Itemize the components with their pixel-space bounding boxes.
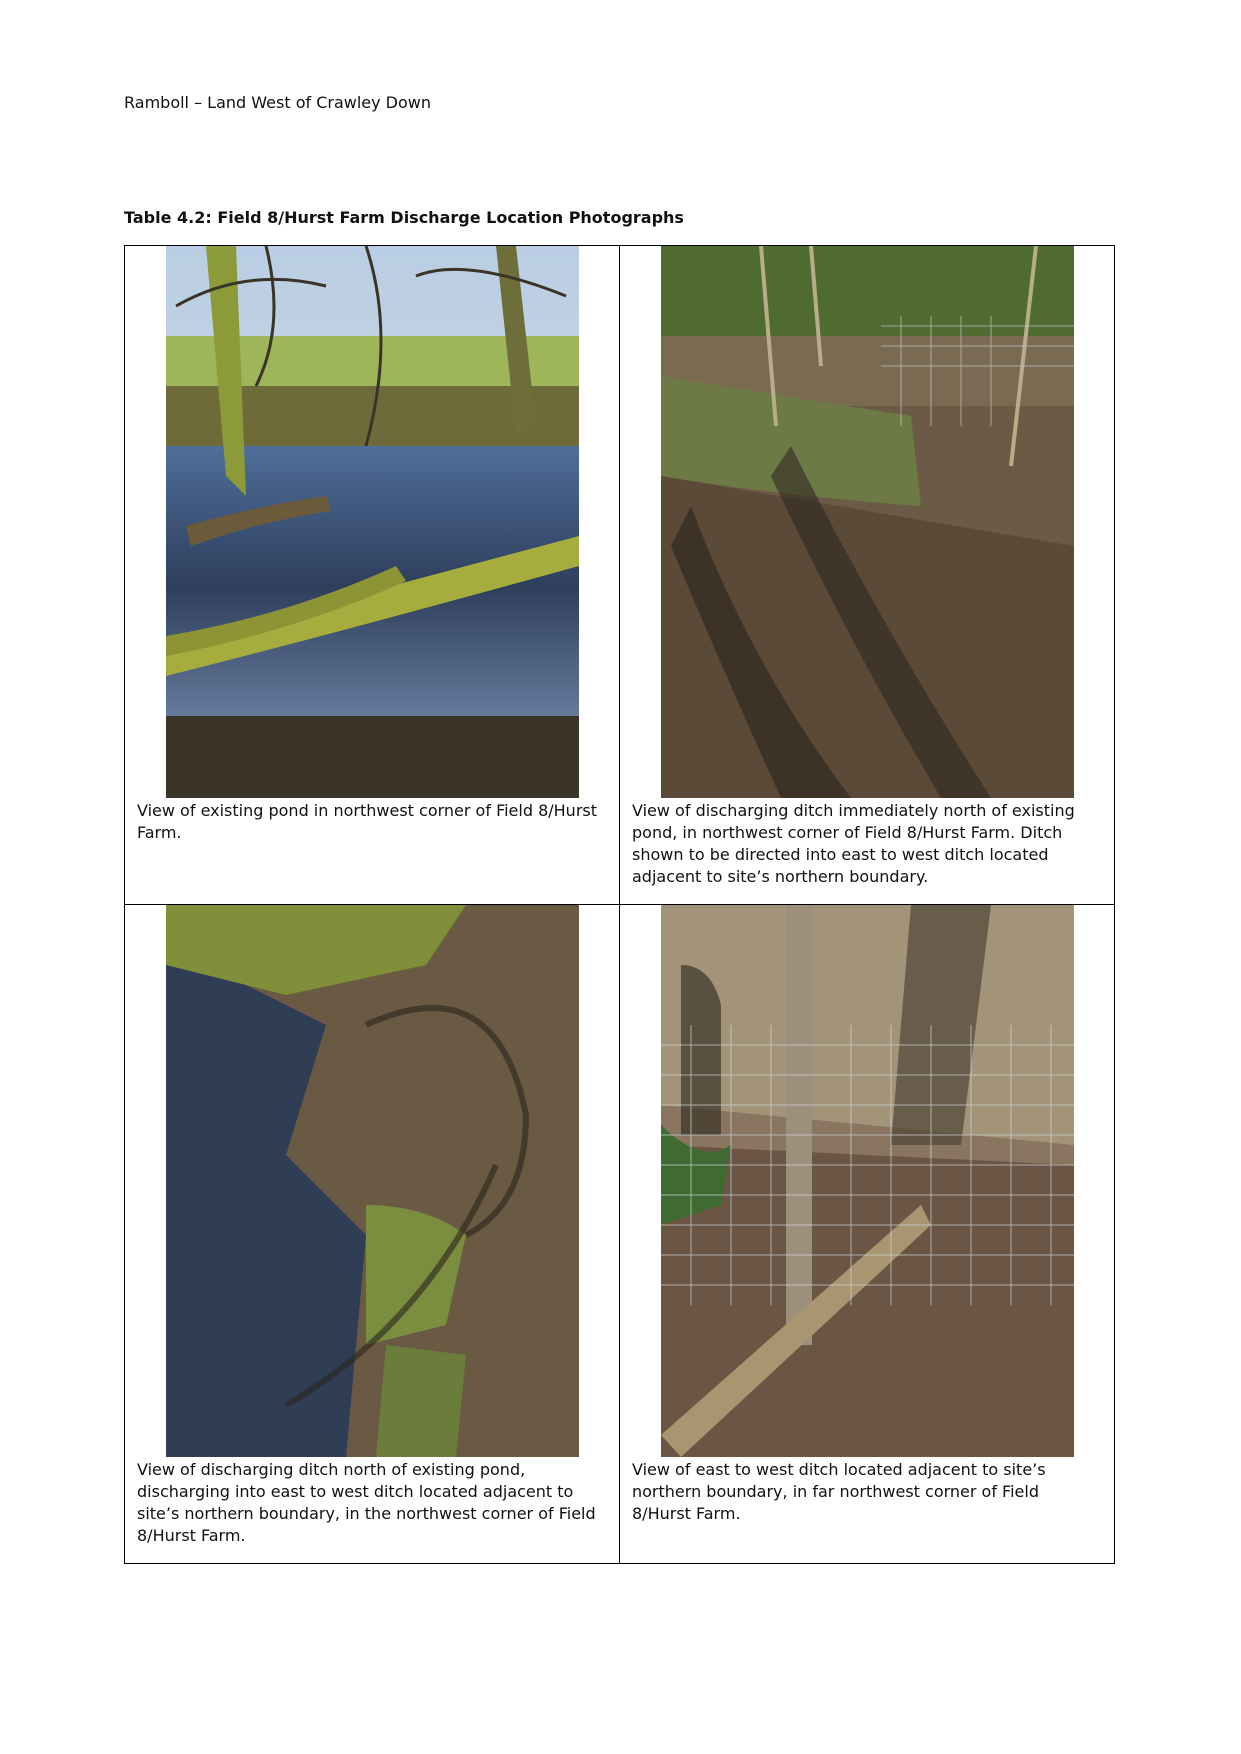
photo-caption: View of east to west ditch located adjacent to site’s northern boundary, in far northwest corner of Field 8/Hurst Farm. bbox=[632, 1460, 1046, 1523]
photo-caption: View of existing pond in northwest corner of Field 8/Hurst Farm. bbox=[137, 801, 598, 842]
photo-caption: View of discharging ditch immediately north of existing pond, in northwest corner of Field 8/Hurst Farm. Ditch shown to be directed into east to west ditch located adjacent to site’s northern boundary. bbox=[632, 801, 1075, 886]
table-title: Table 4.2: Field 8/Hurst Farm Discharge Location Photographs bbox=[124, 208, 684, 227]
table-row bbox=[125, 905, 1115, 1564]
table-cell bbox=[620, 905, 1115, 1564]
photo-discharging-ditch bbox=[661, 246, 1074, 798]
photo-caption: View of discharging ditch north of existing pond, discharging into east to west ditch located adjacent to site’s northern boundary, in the northwest corner of Field 8/Hurst Farm. bbox=[137, 1460, 596, 1545]
table-row bbox=[125, 246, 1115, 905]
page-header: Ramboll – Land West of Crawley Down bbox=[124, 93, 432, 112]
table-cell bbox=[125, 905, 620, 1564]
photo-east-west-ditch bbox=[661, 905, 1074, 1457]
photo-ditch-north-of-pond bbox=[166, 905, 579, 1457]
table-cell bbox=[125, 246, 620, 905]
photo-table bbox=[124, 245, 1115, 1564]
table-cell bbox=[620, 246, 1115, 905]
photo-pond bbox=[166, 246, 579, 798]
